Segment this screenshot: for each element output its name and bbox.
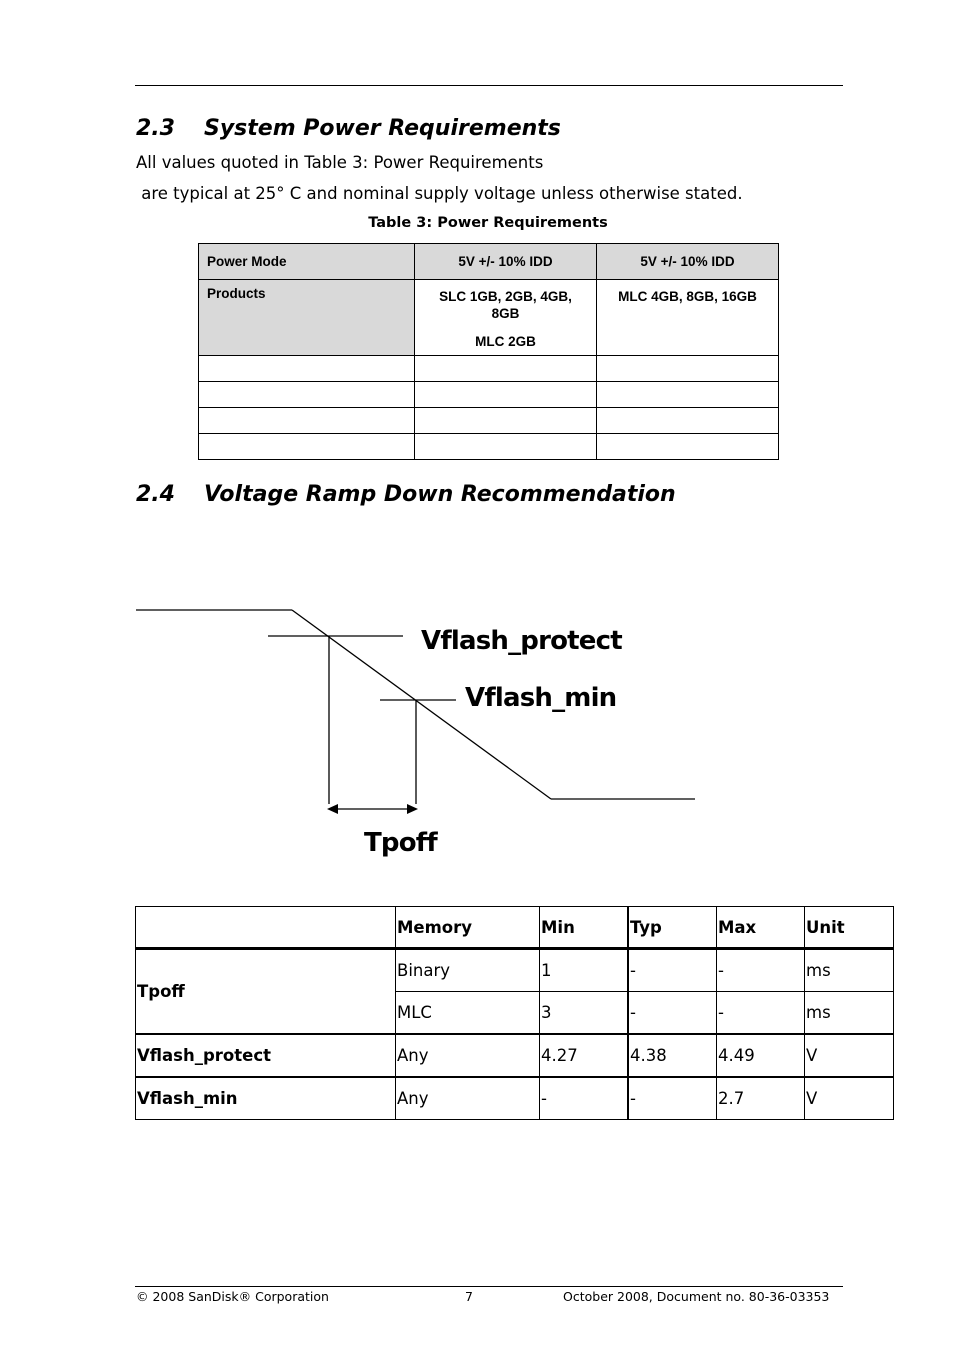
header-typ: Typ (628, 907, 717, 949)
footer-copyright: © 2008 SanDisk® Corporation (136, 1289, 329, 1304)
tpoff-binary-memory: Binary (396, 949, 540, 992)
header-memory: Memory (396, 907, 540, 949)
vflash-min-label: Vflash_min (465, 683, 617, 713)
tpoff-mlc-min: 3 (540, 992, 629, 1035)
empty-cell (597, 382, 779, 408)
tpoff-arrow-right-head (407, 804, 418, 814)
products-slc: SLC 1GB, 2GB, 4GB, 8GB (439, 289, 572, 321)
section-2-3-heading (136, 116, 561, 141)
section-title: System Power Requirements (204, 116, 561, 141)
vflash-protect-param: Vflash_protect (136, 1034, 396, 1077)
footer-rule (135, 1286, 843, 1287)
tpoff-binary-unit: ms (805, 949, 894, 992)
header-rule (135, 85, 843, 86)
section-number: 2.4 (136, 482, 175, 507)
vflash-min-param: Vflash_min (136, 1077, 396, 1120)
products-mlc-cell (597, 280, 779, 356)
vflash-min-unit: V (805, 1077, 894, 1120)
footer-document-number: October 2008, Document no. 80-36-03353 (563, 1289, 830, 1304)
tpoff-arrow-left-head (327, 804, 338, 814)
power-requirements-table (198, 243, 779, 460)
empty-cell (415, 382, 597, 408)
empty-cell (597, 434, 779, 460)
products-label-cell (199, 280, 415, 356)
tpoff-param: Tpoff (136, 949, 396, 1035)
tpoff-mlc-memory: MLC (396, 992, 540, 1035)
header-power-mode: Power Mode (199, 244, 415, 280)
header-min: Min (540, 907, 629, 949)
tpoff-binary-min: 1 (540, 949, 629, 992)
empty-cell (597, 408, 779, 434)
header-unit: Unit (805, 907, 894, 949)
section-2-4-heading (136, 482, 676, 507)
header-idd-2: 5V +/- 10% IDD (597, 244, 779, 280)
section-title: Voltage Ramp Down Recommendation (204, 482, 676, 507)
empty-cell (415, 434, 597, 460)
footer-page-number: 7 (465, 1289, 473, 1304)
tpoff-mlc-unit: ms (805, 992, 894, 1035)
tpoff-label: Tpoff (364, 828, 437, 858)
intro-line-1: All values quoted in Table 3: Power Requirements (136, 153, 544, 172)
empty-cell (199, 434, 415, 460)
vflash-min-memory: Any (396, 1077, 540, 1120)
vflash-protect-max: 4.49 (717, 1034, 805, 1077)
intro-line-2: are typical at 25° C and nominal supply voltage unless otherwise stated. (136, 184, 743, 203)
section-number: 2.3 (136, 116, 175, 141)
table-caption: Table 3: Power Requirements (368, 215, 608, 231)
header-idd-1: 5V +/- 10% IDD (415, 244, 597, 280)
products-label: Products (207, 286, 266, 301)
products-mlc: MLC 4GB, 8GB, 16GB (618, 289, 757, 304)
empty-cell (415, 356, 597, 382)
products-slc-cell (415, 280, 597, 356)
tpoff-mlc-max: - (717, 992, 805, 1035)
products-mlc2: MLC 2GB (475, 334, 536, 349)
tpoff-binary-typ: - (628, 949, 717, 992)
empty-cell (199, 382, 415, 408)
tpoff-mlc-typ: - (628, 992, 717, 1035)
vflash-min-typ: - (628, 1077, 717, 1120)
vflash-protect-label: Vflash_protect (421, 626, 622, 656)
vflash-protect-unit: V (805, 1034, 894, 1077)
ramp-spec-table (135, 906, 894, 1120)
header-param (136, 907, 396, 949)
vflash-protect-typ: 4.38 (628, 1034, 717, 1077)
vflash-min-max: 2.7 (717, 1077, 805, 1120)
vflash-protect-memory: Any (396, 1034, 540, 1077)
header-max: Max (717, 907, 805, 949)
tpoff-binary-max: - (717, 949, 805, 992)
vflash-min-min: - (540, 1077, 629, 1120)
empty-cell (597, 356, 779, 382)
empty-cell (199, 356, 415, 382)
empty-cell (199, 408, 415, 434)
vflash-protect-min: 4.27 (540, 1034, 629, 1077)
empty-cell (415, 408, 597, 434)
